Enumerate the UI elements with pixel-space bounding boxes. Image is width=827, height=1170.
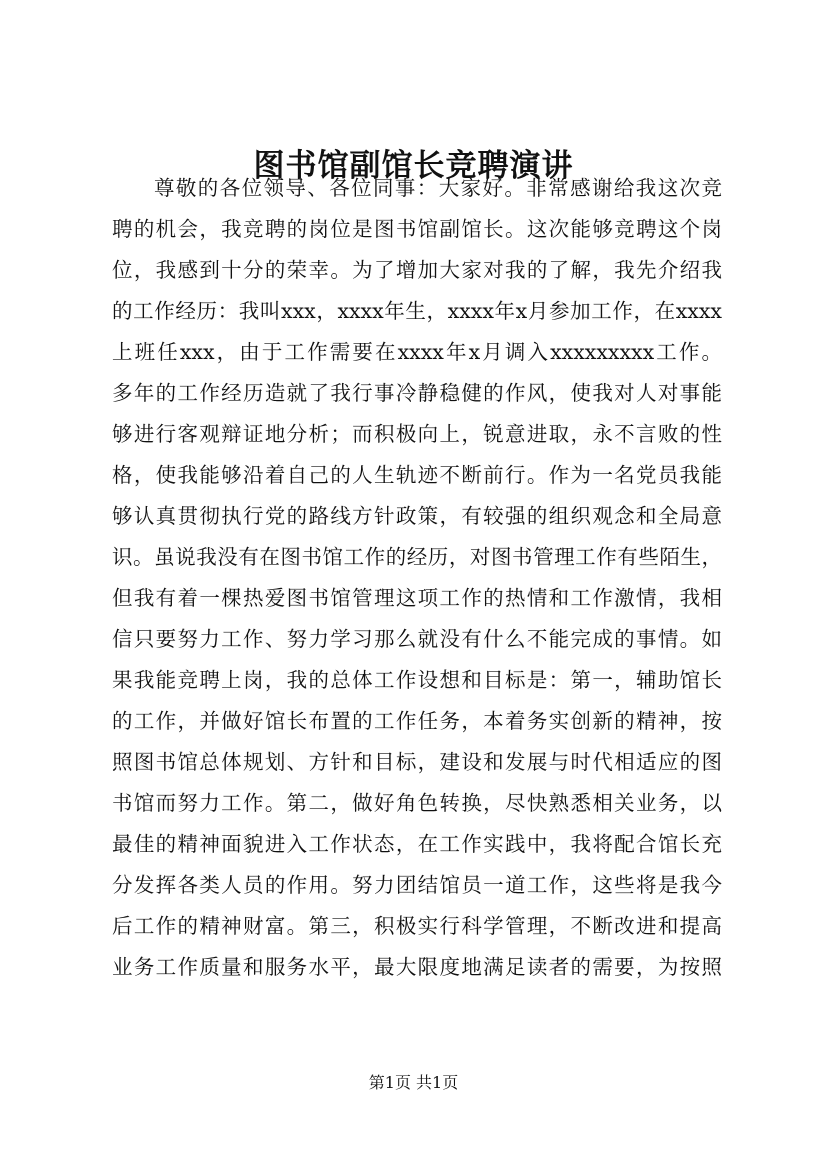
document-body (112, 168, 722, 988)
body-line: 后工作的精神财富。第三，积极实行科学管理，不断改进和提高 (112, 914, 722, 938)
body-line: 果我能竞聘上岗，我的总体工作设想和目标是：第一，辅助馆长 (112, 668, 722, 692)
body-line: 够认真贯彻执行党的路线方针政策，有较强的组织观念和全局意 (112, 504, 722, 528)
body-line: 聘的机会，我竞聘的岗位是图书馆副馆长。这次能够竞聘这个岗 (112, 217, 722, 241)
body-line: 识。虽说我没有在图书馆工作的经历，对图书管理工作有些陌生， (112, 545, 722, 569)
body-line: 业务工作质量和服务水平，最大限度地满足读者的需要，为按照 (112, 955, 722, 979)
body-line: 的工作经历：我叫xxx，xxxx年生，xxxx年x月参加工作，在xxxx (112, 299, 722, 323)
body-line: 位，我感到十分的荣幸。为了增加大家对我的了解，我先介绍我 (112, 258, 722, 282)
body-line: 格，使我能够沿着自己的人生轨迹不断前行。作为一名党员我能 (112, 463, 722, 487)
body-line: 多年的工作经历造就了我行事冷静稳健的作风，使我对人对事能 (112, 381, 722, 405)
body-line: 但我有着一棵热爱图书馆管理这项工作的热情和工作激情，我相 (112, 586, 722, 610)
body-line: 尊敬的各位领导、各位同事：大家好。非常感谢给我这次竞 (154, 176, 722, 200)
body-line: 分发挥各类人员的作用。努力团结馆员一道工作，这些将是我今 (112, 873, 722, 897)
document-title: 图书馆副馆长竞聘演讲 (253, 148, 574, 184)
body-line: 最佳的精神面貌进入工作状态，在工作实践中，我将配合馆长充 (112, 832, 722, 856)
body-line: 的工作，并做好馆长布置的工作任务，本着务实创新的精神，按 (112, 709, 722, 733)
page-number-footer: 第1页 共1页 (368, 1073, 459, 1092)
body-line: 够进行客观辩证地分析；而积极向上，锐意进取，永不言败的性 (112, 422, 722, 446)
body-line: 照图书馆总体规划、方针和目标，建设和发展与时代相适应的图 (112, 750, 722, 774)
body-line: 书馆而努力工作。第二，做好角色转换，尽快熟悉相关业务，以 (112, 791, 722, 815)
body-line: 信只要努力工作、努力学习那么就没有什么不能完成的事情。如 (112, 627, 722, 651)
body-line: 上班任xxx，由于工作需要在xxxx年x月调入xxxxxxxxx工作。 (112, 340, 722, 364)
